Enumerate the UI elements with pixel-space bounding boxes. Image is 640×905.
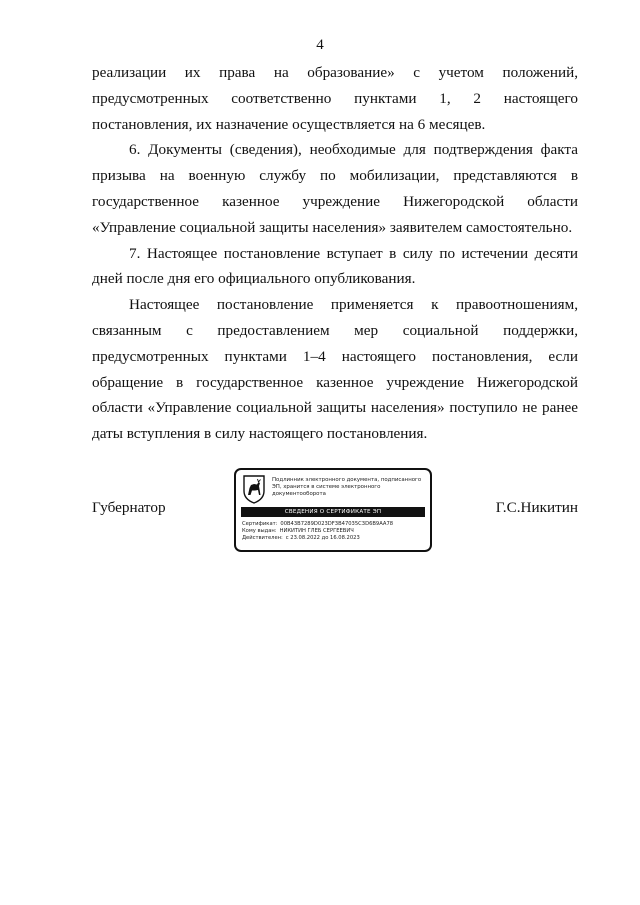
- paragraph: 6. Документы (сведения), необходимые для подтверждения факта призыва на военную службу по мобилизации, представляются в государственное казенное учреждение Нижегородской области «Управление социальной защиты населения» заявителем самостоятельно.: [92, 141, 578, 236]
- validity-label: Действителен:: [242, 535, 283, 542]
- validity-value: с 23.08.2022 до 16.08.2023: [285, 535, 360, 542]
- signatory-name: Г.С.Никитин: [495, 499, 578, 516]
- coat-of-arms-icon: [242, 474, 266, 504]
- stamp-title-bar: СВЕДЕНИЯ О СЕРТИФИКАТЕ ЭП: [241, 507, 425, 517]
- certificate-label: Сертификат:: [242, 521, 278, 527]
- certificate-row: [242, 521, 426, 528]
- signatory-title: Губернатор: [92, 499, 166, 516]
- document-body: [92, 60, 578, 447]
- certificate-value: 00B43B7289D023DF3B47035C3D6B9AA78: [280, 521, 394, 527]
- issued-to-label: Кому выдан:: [242, 528, 277, 535]
- page-number: 4: [316, 37, 324, 53]
- stamp-header-text: Подлинник электронного документа, подписанного ЭП, хранится в системе электронного документооборота: [272, 477, 422, 497]
- issued-to-value: НИКИТИН ГЛЕБ СЕРГЕЕВИЧ: [279, 528, 354, 535]
- paragraph: Настоящее постановление применяется к правоотношениям, связанным с предоставлением мер социальной поддержки, предусмотренных пунктами 1–4 настоящего постановления, если обращение в государственное казенное учреждение Нижегородской области «Управление социальной защиты населения» поступило не ранее даты вступления в силу настоящего постановления.: [92, 296, 578, 443]
- paragraph: реализации их права на образование» с учетом положений, предусмотренных соответственно пунктами 1, 2 настоящего постановления, их назначение осуществляется на 6 месяцев.: [92, 64, 578, 133]
- stamp-fields: [242, 521, 426, 543]
- electronic-signature-stamp: [234, 468, 432, 552]
- paragraph: 7. Настоящее постановление вступает в силу по истечении десяти дней после дня его официального опубликования.: [92, 244, 578, 288]
- validity-row: [242, 535, 426, 542]
